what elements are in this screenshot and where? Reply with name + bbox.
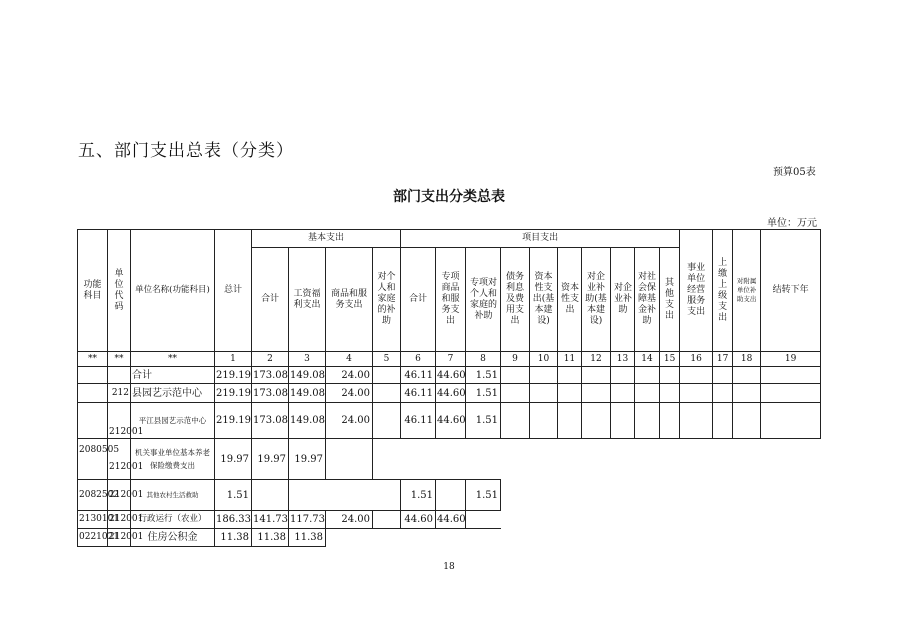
- header-upper: 上缴上级支出: [713, 230, 733, 352]
- index-cell: **: [108, 352, 131, 367]
- p-personal-cell: 1.51: [466, 367, 501, 384]
- index-cell: 14: [635, 352, 660, 367]
- empty-cell: [373, 384, 401, 403]
- header-personal: 对个人和家庭的补助: [373, 248, 401, 352]
- empty-cell: [680, 439, 713, 480]
- header-total: 总计: [215, 230, 252, 352]
- empty-cell: [582, 439, 611, 480]
- empty-cell: [611, 480, 635, 511]
- empty-cell: [501, 480, 530, 511]
- unit-code-cell: 212001: [108, 439, 131, 480]
- empty-cell: [680, 511, 713, 529]
- header-enterprise-basic: 对企业补助(基本建设): [582, 248, 611, 352]
- unit-name-cell: 住房公积金: [131, 529, 215, 547]
- empty-cell: [582, 480, 611, 511]
- goods-cell: 24.00: [326, 367, 373, 384]
- header-goods: 商品和服务支出: [326, 248, 373, 352]
- salary-cell: 149.08: [289, 403, 326, 439]
- p-personal-cell: 1.51: [466, 384, 501, 403]
- empty-cell: [660, 511, 680, 529]
- salary-cell: 19.97: [289, 439, 326, 480]
- empty-cell: [680, 384, 713, 403]
- header-basic: 基本支出: [252, 230, 401, 248]
- empty-cell: [530, 511, 558, 529]
- table-row: [78, 480, 821, 511]
- header-salary: 工资福利支出: [289, 248, 326, 352]
- project-sum-cell: 46.11: [401, 384, 436, 403]
- empty-cell: [373, 439, 401, 480]
- empty-cell: [713, 403, 733, 439]
- empty-cell: [761, 367, 821, 384]
- empty-cell: [582, 367, 611, 384]
- unit-name-cell: 县园艺示范中心: [131, 384, 215, 403]
- index-cell: 18: [733, 352, 761, 367]
- goods-cell: [326, 529, 373, 547]
- empty-cell: [680, 403, 713, 439]
- empty-cell: [558, 480, 582, 511]
- project-sum-cell: 1.51: [401, 480, 436, 511]
- empty-cell: [635, 480, 660, 511]
- total-cell: 11.38: [215, 529, 252, 547]
- table-row: [78, 367, 821, 384]
- empty-cell: [582, 511, 611, 529]
- empty-cell: [635, 511, 660, 529]
- index-cell: **: [131, 352, 215, 367]
- basic-sum-cell: 11.38: [252, 529, 289, 547]
- form-code: 预算05表: [773, 167, 816, 178]
- empty-cell: [713, 439, 733, 480]
- empty-cell: [635, 403, 660, 439]
- total-cell: 219.19: [215, 367, 252, 384]
- basic-sum-cell: 173.08: [252, 367, 289, 384]
- unit-code-cell: [108, 367, 131, 384]
- table-row: [78, 511, 821, 529]
- unit-name-cell: 行政运行（农业）: [131, 511, 215, 529]
- empty-cell: [733, 439, 761, 480]
- page-number: 18: [443, 562, 455, 572]
- empty-cell: [582, 384, 611, 403]
- total-cell: 186.33: [215, 511, 252, 529]
- empty-cell: [761, 480, 821, 511]
- salary-cell: 149.08: [289, 384, 326, 403]
- empty-cell: [660, 529, 680, 547]
- index-cell: 3: [289, 352, 326, 367]
- header-subsidiary: 对附属单位补助支出: [733, 230, 761, 352]
- basic-sum-cell: 173.08: [252, 384, 289, 403]
- empty-cell: [761, 403, 821, 439]
- index-cell: 2: [252, 352, 289, 367]
- unit-code-cell: 212: [108, 384, 131, 403]
- p-personal-cell: 1.51: [466, 403, 501, 439]
- empty-cell: [530, 529, 558, 547]
- empty-cell: [635, 367, 660, 384]
- p-personal-cell: [466, 511, 501, 529]
- empty-cell: [558, 403, 582, 439]
- empty-cell: [558, 439, 582, 480]
- project-sum-cell: [401, 439, 436, 480]
- goods-cell: [326, 439, 373, 480]
- header-capital: 资本性支出: [558, 248, 582, 352]
- goods-cell: [326, 480, 373, 511]
- func-code-cell: 2082502: [78, 480, 108, 511]
- empty-cell: [611, 511, 635, 529]
- index-cell: 6: [401, 352, 436, 367]
- index-cell: 9: [501, 352, 530, 367]
- empty-cell: [501, 529, 530, 547]
- salary-cell: 11.38: [289, 529, 326, 547]
- empty-cell: [660, 384, 680, 403]
- empty-cell: [635, 384, 660, 403]
- empty-cell: [501, 367, 530, 384]
- empty-cell: [761, 439, 821, 480]
- salary-cell: 149.08: [289, 367, 326, 384]
- header-enterprise: 对企业补助: [611, 248, 635, 352]
- empty-cell: [611, 384, 635, 403]
- empty-cell: [733, 403, 761, 439]
- header-unit-name: 单位名称(功能科目): [131, 230, 215, 352]
- empty-cell: [680, 367, 713, 384]
- index-cell: 8: [466, 352, 501, 367]
- header-capital-basic: 资本性支出(基本建设): [530, 248, 558, 352]
- empty-cell: [713, 384, 733, 403]
- empty-cell: [501, 511, 530, 529]
- unit-code-cell: 212001: [108, 511, 131, 529]
- unit-name-cell: 合计: [131, 367, 215, 384]
- expenditure-table: [77, 229, 821, 547]
- unit-name-cell: 机关事业单位基本养老保险缴费支出: [131, 439, 215, 480]
- index-cell: 19: [761, 352, 821, 367]
- empty-cell: [761, 384, 821, 403]
- project-sum-cell: 46.11: [401, 367, 436, 384]
- header-basic-sum: 合计: [252, 248, 289, 352]
- empty-cell: [611, 367, 635, 384]
- p-personal-cell: 1.51: [466, 480, 501, 511]
- basic-sum-cell: 173.08: [252, 403, 289, 439]
- total-cell: 219.19: [215, 403, 252, 439]
- p-goods-cell: 44.60: [436, 367, 466, 384]
- unit-code-cell: 212001: [108, 480, 131, 511]
- unit-name-cell: 其他农村生活救助: [131, 480, 215, 511]
- func-code-cell: [78, 384, 108, 403]
- goods-cell: 24.00: [326, 403, 373, 439]
- unit-code-cell: 212001: [108, 403, 131, 439]
- func-code-cell: 2130101: [78, 511, 108, 529]
- empty-cell: [501, 403, 530, 439]
- empty-cell: [733, 511, 761, 529]
- func-code-cell: 2080505: [78, 439, 108, 480]
- empty-cell: [611, 529, 635, 547]
- index-cell: 7: [436, 352, 466, 367]
- index-cell: 1: [215, 352, 252, 367]
- empty-cell: [635, 439, 660, 480]
- empty-cell: [501, 439, 530, 480]
- salary-cell: 117.73: [289, 511, 326, 529]
- header-social: 对社会保障基金补助: [635, 248, 660, 352]
- empty-cell: [582, 529, 611, 547]
- empty-cell: [373, 403, 401, 439]
- basic-sum-cell: 19.97: [252, 439, 289, 480]
- unit-code-cell: 212001: [108, 529, 131, 547]
- index-cell: 15: [660, 352, 680, 367]
- empty-cell: [530, 439, 558, 480]
- unit-name-cell: 平江县园艺示范中心: [131, 403, 215, 439]
- empty-cell: [558, 529, 582, 547]
- header-func: 功能科目: [78, 230, 108, 352]
- empty-cell: [373, 367, 401, 384]
- total-cell: 1.51: [215, 480, 252, 511]
- p-personal-cell: [466, 529, 501, 547]
- empty-cell: [761, 511, 821, 529]
- empty-cell: [530, 384, 558, 403]
- empty-cell: [660, 367, 680, 384]
- index-cell: 13: [611, 352, 635, 367]
- empty-cell: [713, 367, 733, 384]
- header-project: 项目支出: [401, 230, 680, 248]
- project-sum-cell: 44.60: [401, 511, 436, 529]
- column-index-row: [78, 352, 821, 367]
- empty-cell: [373, 511, 401, 529]
- table-row: [78, 529, 821, 547]
- goods-cell: 24.00: [326, 511, 373, 529]
- empty-cell: [680, 480, 713, 511]
- empty-cell: [713, 529, 733, 547]
- index-cell: 17: [713, 352, 733, 367]
- unit-label: 单位：万元: [767, 218, 817, 229]
- empty-cell: [660, 439, 680, 480]
- empty-cell: [733, 480, 761, 511]
- p-goods-cell: 44.60: [436, 511, 466, 529]
- header-project-sum: 合计: [401, 248, 436, 352]
- empty-cell: [582, 403, 611, 439]
- index-cell: **: [78, 352, 108, 367]
- func-code-cell: [78, 367, 108, 384]
- index-cell: 12: [582, 352, 611, 367]
- table-row: [78, 403, 821, 439]
- empty-cell: [733, 384, 761, 403]
- empty-cell: [680, 529, 713, 547]
- empty-cell: [660, 480, 680, 511]
- p-goods-cell: 44.60: [436, 403, 466, 439]
- empty-cell: [558, 367, 582, 384]
- total-cell: 19.97: [215, 439, 252, 480]
- empty-cell: [611, 403, 635, 439]
- index-cell: 10: [530, 352, 558, 367]
- p-goods-cell: [436, 529, 466, 547]
- empty-cell: [635, 529, 660, 547]
- p-goods-cell: [436, 439, 466, 480]
- empty-cell: [530, 480, 558, 511]
- project-sum-cell: [401, 529, 436, 547]
- header-p-personal: 专项对个人和家庭的补助: [466, 248, 501, 352]
- project-sum-cell: 46.11: [401, 403, 436, 439]
- index-cell: 4: [326, 352, 373, 367]
- empty-cell: [713, 511, 733, 529]
- index-cell: 11: [558, 352, 582, 367]
- empty-cell: [530, 403, 558, 439]
- header-carry: 结转下年: [761, 230, 821, 352]
- empty-cell: [611, 439, 635, 480]
- empty-cell: [733, 367, 761, 384]
- func-code-cell: [78, 403, 108, 439]
- header-unit-code: 单位代码: [108, 230, 131, 352]
- table-title: 部门支出分类总表: [393, 189, 505, 205]
- header-business: 事业单位经营服务支出: [680, 230, 713, 352]
- index-cell: 5: [373, 352, 401, 367]
- empty-cell: [713, 480, 733, 511]
- total-cell: 219.19: [215, 384, 252, 403]
- index-cell: 16: [680, 352, 713, 367]
- empty-cell: [558, 384, 582, 403]
- empty-cell: [733, 529, 761, 547]
- basic-sum-cell: 141.73: [252, 511, 289, 529]
- basic-sum-cell: [252, 480, 289, 511]
- empty-cell: [761, 529, 821, 547]
- empty-cell: [501, 384, 530, 403]
- goods-cell: 24.00: [326, 384, 373, 403]
- func-code-cell: 0221021: [78, 529, 108, 547]
- p-goods-cell: 44.60: [436, 384, 466, 403]
- header-p-goods: 专项商品和服务支出: [436, 248, 466, 352]
- empty-cell: [558, 511, 582, 529]
- empty-cell: [530, 367, 558, 384]
- salary-cell: [289, 480, 326, 511]
- header-other: 其他支出: [660, 248, 680, 352]
- section-heading: 五、部门支出总表（分类）: [78, 141, 294, 161]
- empty-cell: [373, 480, 401, 511]
- empty-cell: [660, 403, 680, 439]
- p-goods-cell: [436, 480, 466, 511]
- table-row: [78, 384, 821, 403]
- p-personal-cell: [466, 439, 501, 480]
- empty-cell: [373, 529, 401, 547]
- header-debt: 债务利息及费用支出: [501, 248, 530, 352]
- table-row: [78, 439, 821, 480]
